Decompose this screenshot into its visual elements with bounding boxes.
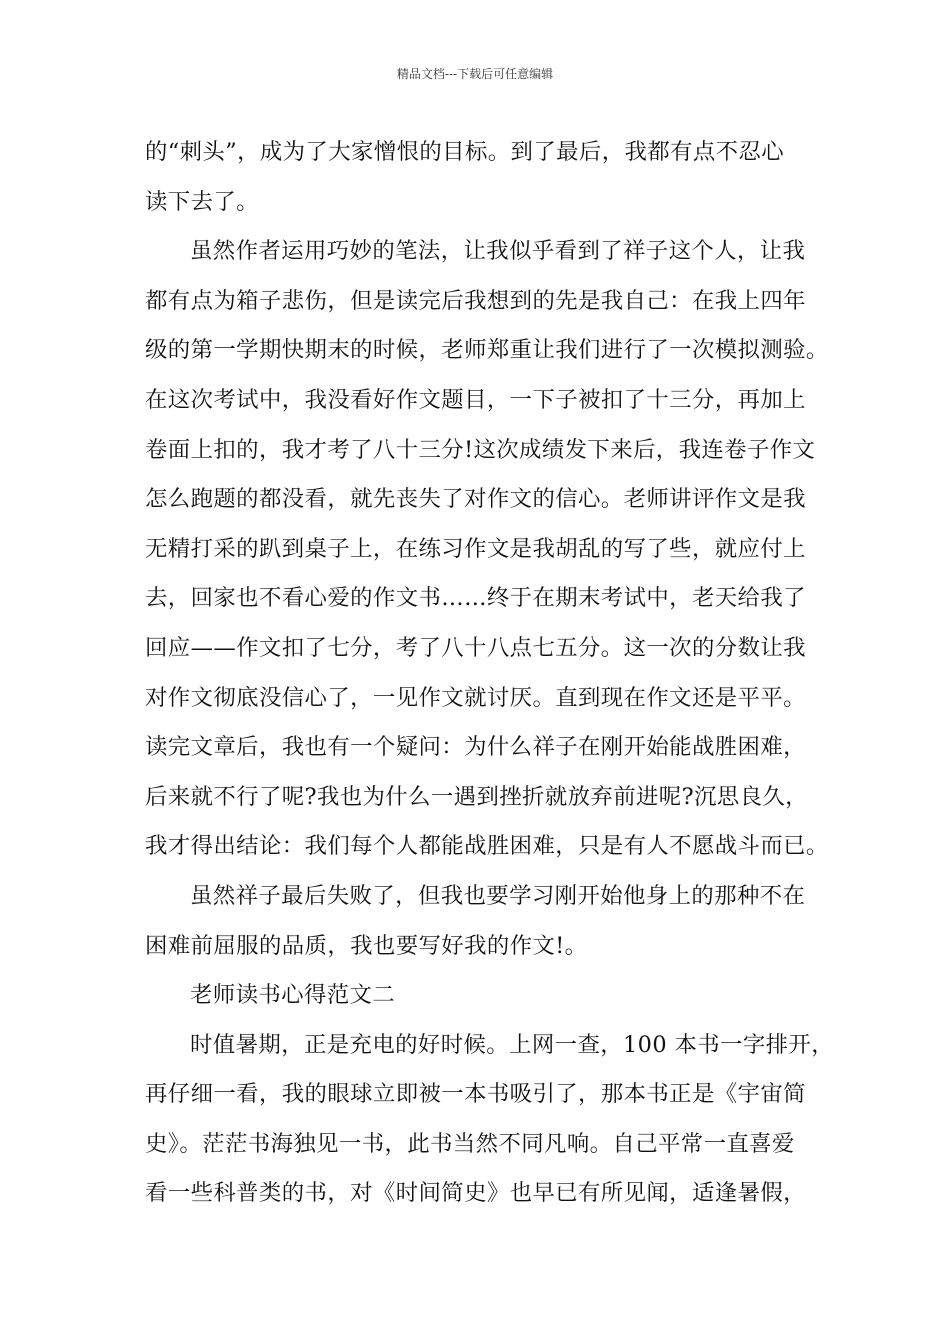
text-line: 后来就不行了呢?我也为什么一遇到挫折就放弃前进呢?沉思良久，	[145, 783, 808, 810]
text-line: 困难前屈服的品质，我也要写好我的作文!。	[145, 932, 588, 959]
text-line: 都有点为箱子悲伤，但是读完后我想到的先是我自己：在我上四年	[145, 287, 806, 314]
text-line: 看一些科普类的书，对《时间简史》也早已有所见闻，适逢暑假，	[145, 1180, 806, 1207]
page-header: 精品文档---下载后可任意编辑	[396, 67, 554, 81]
text-line: 虽然祥子最后失败了，但我也要学习刚开始他身上的那种不在	[190, 882, 806, 909]
text-line: 级的第一学期快期末的时候，老师郑重让我们进行了一次模拟测验。	[145, 337, 829, 364]
text-line: 怎么跑题的都没看，就先丧失了对作文的信心。老师讲评作文是我	[145, 486, 806, 513]
text-line: 我才得出结论：我们每个人都能战胜困难，只是有人不愿战斗而已。	[145, 833, 829, 860]
text-line: 去，回家也不看心爱的作文书……终于在期末考试中，老天给我了	[145, 585, 806, 612]
text-line: 虽然作者运用巧妙的笔法，让我似乎看到了祥子这个人，让我	[190, 238, 806, 265]
text-line: 对作文彻底没信心了，一见作文就讨厌。直到现在作文还是平平。	[145, 684, 806, 711]
document-body	[145, 128, 835, 1219]
text-line: 无精打采的趴到桌子上，在练习作文是我胡乱的写了些，就应付上	[145, 535, 806, 562]
text-line: 时值暑期，正是充电的好时候。上网一查，100 本书一字排开，	[190, 1031, 835, 1058]
text-line: 读下去了。	[145, 188, 259, 215]
text-line: 回应——作文扣了七分，考了八十八点七五分。这一次的分数让我	[145, 634, 806, 661]
text-line: 读完文章后，我也有一个疑问：为什么祥子在刚开始能战胜困难，	[145, 734, 806, 761]
text-line: 的“刺头”，成为了大家憎恨的目标。到了最后，我都有点不忍心	[145, 139, 785, 165]
text-line: 再仔细一看，我的眼球立即被一本书吸引了，那本书正是《宇宙简	[145, 1081, 806, 1108]
text-line: 史》。茫茫书海独见一书，此书当然不同凡响。自己平常一直喜爱	[145, 1130, 795, 1157]
text-line: 在这次考试中，我没看好作文题目，一下子被扣了十三分，再加上	[145, 386, 806, 413]
text-line: 卷面上扣的，我才考了八十三分!这次成绩发下来后，我连卷子作文	[145, 436, 816, 463]
section-heading: 老师读书心得范文二	[190, 982, 396, 1009]
